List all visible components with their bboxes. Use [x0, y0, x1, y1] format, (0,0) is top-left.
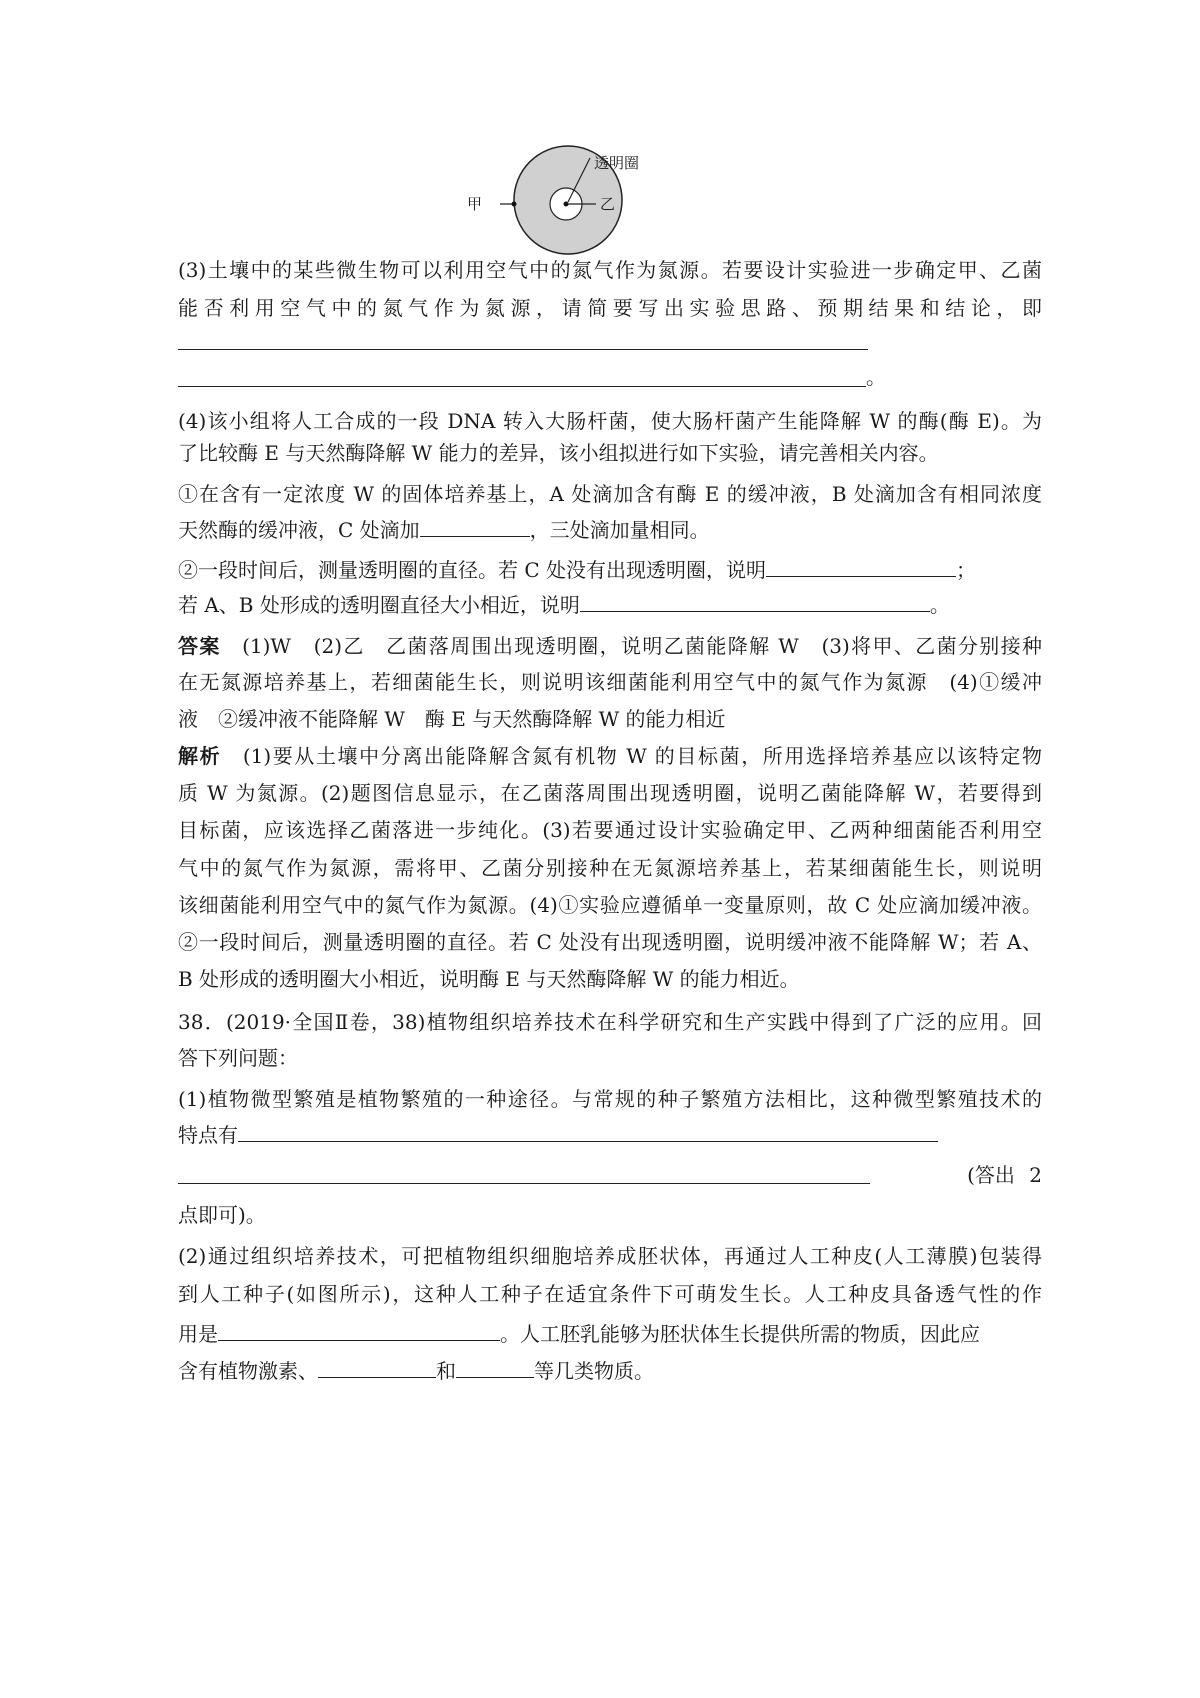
- answer-blank-q38-2c[interactable]: [456, 1355, 534, 1378]
- q38-p2-line-3-end: 。人工胚乳能够为胚状体生长提供所需的物质，因此应: [500, 1322, 980, 1346]
- answer-line-1: [178, 631, 1042, 661]
- answer-line-3: 液 ②缓冲液不能降解 W 酶 E 与天然酶降解 W 的能力相近: [178, 707, 726, 731]
- q38-p2-line-3-start: 用是: [178, 1322, 218, 1346]
- analysis-line-7: B 处形成的透明圈大小相近，说明酶 E 与天然酶降解 W 的能力相近。: [178, 967, 800, 991]
- figure-label-a: 甲: [467, 195, 483, 213]
- answer-blank-q38-1a[interactable]: [238, 1119, 938, 1142]
- q38-p2-line-2: 到人工种子(如图所示)，这种人工种子在适宜条件下可萌发生长。人工种皮具备透气性的作: [178, 1282, 1042, 1306]
- answer-blank-q3-1[interactable]: [178, 349, 868, 350]
- answer-text-1: (1)W (2)乙 乙菌落周围出现透明圈，说明乙菌能降解 W (3)将甲、乙菌分别接种: [242, 634, 1042, 658]
- answer-label: 答案: [178, 634, 221, 658]
- q38-line-1: 38．(2019·全国Ⅱ卷，38)植物组织培养技术在科学研究和生产实践中得到了广泛的应用。回: [178, 1010, 1042, 1034]
- answer-blank-explain-ab[interactable]: [580, 589, 930, 612]
- analysis-line-5: 该细菌能利用空气中的氮气作为氮源。(4)①实验应遵循单一变量原则，故 C 处应滴加缓冲液。: [178, 893, 1042, 917]
- q4-line-4-start: 天然酶的缓冲液，C 处滴加: [178, 518, 420, 542]
- q4-line-4: [178, 514, 1042, 544]
- figure-label-zone: 透明圈: [594, 154, 640, 172]
- q38-line-2: 答下列问题：: [178, 1046, 298, 1070]
- q4-line-6-start: 若 A、B 处形成的透明圈直径大小相近，说明: [178, 593, 580, 617]
- q4-line-6: [178, 589, 1042, 619]
- q3-line-1: (3)土壤中的某些微生物可以利用空气中的氮气作为氮源。若要设计实验进一步确定甲、乙菌: [178, 258, 1042, 282]
- analysis-text-1: (1)要从土壤中分离出能降解含氮有机物 W 的目标菌，所用选择培养基应以该特定物: [242, 744, 1042, 768]
- q38-p1-line-1: (1)植物微型繁殖是植物繁殖的一种途径。与常规的种子繁殖方法相比，这种微型繁殖技术的: [178, 1087, 1042, 1111]
- q38-p2-line-4-start: 含有植物激素、: [178, 1359, 318, 1383]
- figure-label-b: 乙: [600, 195, 616, 213]
- answer-blank-q38-2b[interactable]: [318, 1355, 436, 1378]
- analysis-line-3: 目标菌，应该选择乙菌落进一步纯化。(3)若要通过设计实验确定甲、乙两种细菌能否利用空: [178, 818, 1042, 842]
- q4-line-2: 了比较酶 E 与天然酶降解 W 能力的差异，该小组拟进行如下实验，请完善相关内容。: [178, 441, 939, 465]
- q4-line-6-end: 。: [929, 593, 950, 617]
- q4-line-5-start: ②一段时间后，测量透明圈的直径。若 C 处没有出现透明圈，说明: [178, 558, 767, 582]
- q38-p2-line-4-mid: 和: [436, 1359, 456, 1383]
- q3-line-2: 能否利用空气中的氮气作为氮源，请简要写出实验思路、预期结果和结论，即: [178, 296, 1042, 320]
- q3-end-mark: 。: [866, 365, 886, 389]
- analysis-line-1: [178, 741, 1042, 771]
- answer-blank-q38-1b[interactable]: [178, 1183, 870, 1184]
- analysis-line-6: ②一段时间后，测量透明圈的直径。若 C 处没有出现透明圈，说明缓冲液不能降解 W；若 A、: [178, 930, 1042, 954]
- q38-p2-line-4-end: 等几类物质。: [534, 1359, 654, 1383]
- q38-p1-line-2-start: 特点有: [178, 1123, 238, 1147]
- answer-blank-explain-c[interactable]: [766, 554, 956, 577]
- colony-b: [564, 202, 569, 207]
- q4-line-4-end: ，三处滴加量相同。: [529, 518, 710, 542]
- q38-p1-line-4: 点即可)。: [178, 1203, 266, 1227]
- q4-line-5: [178, 554, 1042, 584]
- q38-p2-line-4: [178, 1355, 1042, 1385]
- answer-line-2: 在无氮源培养基上，若细菌能生长，则说明该细菌能利用空气中的氮气作为氮源 (4)①缓冲: [178, 670, 1042, 694]
- analysis-label: 解析: [178, 744, 222, 768]
- q38-p2-line-3: [178, 1318, 1042, 1348]
- q4-line-5-end: ；: [956, 558, 977, 582]
- q38-p2-line-1: (2)通过组织培养技术，可把植物组织细胞培养成胚状体，再通过人工种皮(人工薄膜)包装得: [178, 1244, 1042, 1268]
- answer-blank-q3-2[interactable]: [178, 386, 866, 387]
- analysis-line-2: 质 W 为氮源。(2)题图信息显示，在乙菌落周围出现透明圈，说明乙菌能降解 W，若要得到: [178, 781, 1042, 805]
- q38-p1-line-2: [178, 1119, 1042, 1149]
- q4-line-3: ①在含有一定浓度 W 的固体培养基上，A 处滴加含有酶 E 的缓冲液，B 处滴加含有相同浓度: [178, 482, 1042, 506]
- analysis-line-4: 气中的氮气作为氮源，需将甲、乙菌分别接种在无氮源培养基上，若某细菌能生长，则说明: [178, 856, 1042, 880]
- q38-p1-line-3-end: (答出 2: [967, 1163, 1042, 1187]
- answer-blank-q38-2a[interactable]: [218, 1318, 500, 1341]
- q4-line-1: (4)该小组将人工合成的一段 DNA 转入大肠杆菌，使大肠杆菌产生能降解 W 的酶(酶 E)。为: [178, 409, 1042, 433]
- colony-a: [512, 202, 517, 207]
- answer-blank-c[interactable]: [420, 514, 530, 537]
